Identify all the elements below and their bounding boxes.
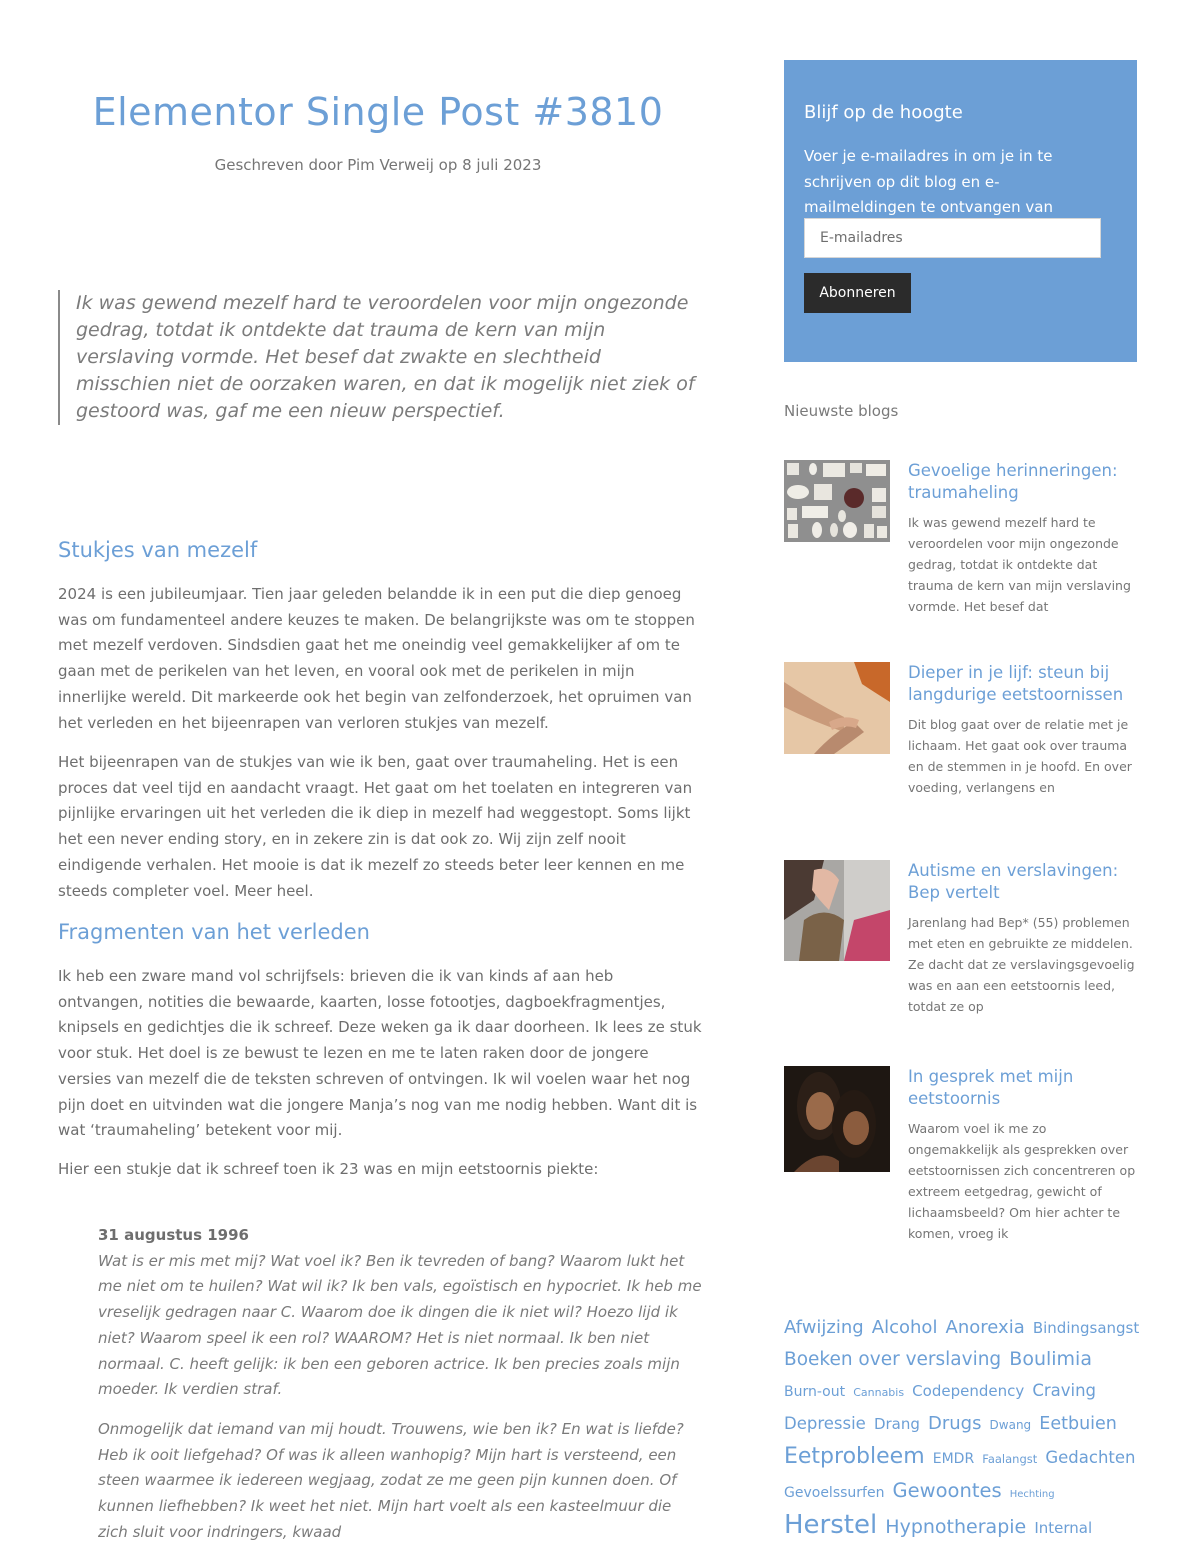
recent-post-excerpt: Dit blog gaat over de relatie met je lichaam. Het gaat ook over trauma en de stemmen in je hoofd. En over voeding, verlangens en xyxy=(908,717,1132,795)
tag-link[interactable]: Gedachten xyxy=(1045,1448,1136,1467)
tag-link[interactable]: Anorexia xyxy=(945,1317,1025,1338)
recent-post-excerpt: Waarom voel ik me zo ongemakkelijk als gesprekken over eetstoornissen zich concentreren op extreem eetgedrag, gewicht of lichaamsbeeld? Om hier achter te komen, vroeg ik xyxy=(908,1121,1136,1241)
tag-link[interactable]: Hechting xyxy=(1009,1489,1055,1500)
tag-link[interactable]: Gewoontes xyxy=(892,1479,1002,1502)
post-title: Elementor Single Post #3810 xyxy=(92,90,664,134)
tag-link[interactable]: Eetbuien xyxy=(1039,1414,1117,1434)
recent-post-thumbnail[interactable] xyxy=(784,460,890,542)
recent-post-thumbnail[interactable] xyxy=(784,1066,890,1172)
tag-link[interactable]: Alcohol xyxy=(871,1317,938,1338)
tag-link[interactable]: Codependency xyxy=(912,1382,1025,1400)
paragraph: Ik heb een zware mand vol schrijfsels: brieven die ik van kinds af aan heb ontvangen, notities die bewaarde, kaarten, losse fotootjes, dagboekfragmentjes, knipsels en gedichtjes die ik schreef. Deze weken ga ik daar doorheen. Ik lees ze stuk voor stuk. Het doel is ze bewust te lezen en me te laten raken door de jongere versies van mezelf die de teksten schreven of ontvingen. Ik wil voelen waar het nog pijn doet en uitvinden wat die jongere Manja’s nog van me nodig hebben. Want dit is wat ‘traumaheling’ betekent voor mij. xyxy=(58,967,702,1140)
paragraph: 2024 is een jubileumjaar. Tien jaar geleden belandde ik in een put die diep genoeg was om fundamenteel andere keuzes te maken. De belangrijkste was om te stoppen met mezelf verdoven. Sindsdien gaat het me oneindig veel gemakkelijker af om te gaan met de perikelen van het leven, en vooral ook met de perikelen in mijn innerlijke wereld. Dit markeerde ook het begin van zelfonderzoek, het opruimen van het verleden en het bijeenrapen van verloren stukjes van mezelf. xyxy=(58,585,695,732)
tag-link[interactable]: Bindingsangst xyxy=(1032,1319,1140,1337)
tag-link[interactable]: Dwang xyxy=(989,1418,1032,1432)
section-heading-fragments: Fragmenten van het verleden xyxy=(58,920,370,944)
recent-post-thumbnail[interactable] xyxy=(784,860,890,961)
tag-link[interactable]: Afwijzing xyxy=(784,1317,864,1338)
subscribe-title: Blijf op de hoogte xyxy=(804,102,963,123)
tag-link[interactable]: Burn-out xyxy=(784,1384,846,1400)
recent-post-title[interactable]: Dieper in je lijf: steun bij langdurige eetstoornissen xyxy=(908,663,1124,704)
subscribe-widget xyxy=(784,60,1137,362)
tag-link[interactable]: Boeken over verslaving xyxy=(784,1349,1002,1370)
email-field[interactable] xyxy=(804,218,1101,258)
recent-post-title[interactable]: Gevoelige herinneringen: traumaheling xyxy=(908,461,1118,502)
tag-link[interactable]: Craving xyxy=(1032,1381,1097,1400)
diary-paragraph: Onmogelijk dat iemand van mij houdt. Trouwens, wie ben ik? En wat is liefde? Heb ik ooit liefgehad? Of was ik alleen wanhopig? Mijn hart is versteend, een steen waarmee ik iedereen wegjaag, zodat ze me geen pijn kunnen doen. Of kunnen liefhebben? Ik weet het niet. Mijn hart voelt als een kasteelmuur die zich sluit voor indringers, kwaad xyxy=(98,1419,684,1541)
tag-link[interactable]: EMDR xyxy=(932,1451,975,1467)
tag-link[interactable]: Eetprobleem xyxy=(784,1444,925,1469)
tag-link[interactable]: Depressie xyxy=(784,1414,866,1433)
section-heading-pieces: Stukjes van mezelf xyxy=(58,538,258,562)
tag-link[interactable]: Drugs xyxy=(927,1413,982,1434)
diary-excerpt xyxy=(98,1223,703,1545)
recent-post-thumbnail[interactable] xyxy=(784,662,890,754)
tag-link[interactable]: Herstel xyxy=(784,1510,878,1540)
recent-post-title[interactable]: Autisme en verslavingen: Bep vertelt xyxy=(908,861,1119,902)
diary-paragraph: Wat is er mis met mij? Wat voel ik? Ben ik tevreden of bang? Waarom lukt het me niet om te huilen? Wat wil ik? Ik ben vals, egoïstisch en hypocriet. Ik heb me vreselijk gedragen naar C. Waarom doe ik dingen die ik niet wil? Hoezo lijd ik niet? Waarom speel ik een rol? WAAROM? Het is niet normaal. Ik ben niet normaal. C. heeft gelijk: ik ben een geboren actrice. Ik ben precies zoals mijn moeder. Ik verdien straf. xyxy=(98,1251,702,1399)
tag-link[interactable]: Cannabis xyxy=(853,1386,905,1399)
tag-link[interactable]: Drang xyxy=(873,1415,920,1433)
tag-link[interactable]: Internal xyxy=(1034,1519,1093,1537)
paragraph: Hier een stukje dat ik schreef toen ik 23 was en mijn eetstoornis piekte: xyxy=(58,1160,599,1178)
diary-date: 31 augustus 1996 xyxy=(98,1226,249,1244)
recent-posts-heading: Nieuwste blogs xyxy=(784,402,899,420)
paragraph: Het bijeenrapen van de stukjes van wie ik ben, gaat over traumaheling. Het is een proces dat veel tijd en aandacht vraagt. Het gaat om het toelaten en integreren van pijnlijke ervaringen uit het verleden die ik diep in mezelf had weggestopt. Soms lijkt het een never ending story, en in zekere zin is dat ook zo. Wij zijn zelf nooit eindigende verhalen. Het mooie is dat ik mezelf zo steeds beter leer kennen en me steeds completer voel. Meer heel. xyxy=(58,753,693,900)
subscribe-text: Voer je e-mailadres in om je in te schrijven op dit blog en e-mailmeldingen te ontvangen van xyxy=(804,147,1053,216)
tag-link[interactable]: Boulimia xyxy=(1009,1348,1092,1370)
subscribe-button[interactable]: Abonneren xyxy=(804,273,911,313)
recent-post-excerpt: Jarenlang had Bep* (55) problemen met eten en gebruikte ze middelen. Ze dacht dat ze verslavingsgevoelig was en aan een eetstoornis leed, totdat ze op xyxy=(908,915,1135,1014)
post-quote: Ik was gewend mezelf hard te veroordelen voor mijn ongezonde gedrag, totdat ik ontdekte dat trauma de kern van mijn verslaving vormde. Het besef dat zwakte en slechtheid misschien niet de oorzaken waren, en dat ik mogelijk niet ziek of gestoord was, gaf me een nieuw perspectief. xyxy=(58,290,696,425)
tag-link[interactable]: Faalangst xyxy=(982,1452,1038,1466)
tag-link[interactable]: Gevoelssurfen xyxy=(784,1485,885,1501)
post-meta: Geschreven door Pim Verweij op 8 juli 2023 xyxy=(214,156,542,174)
tag-cloud xyxy=(784,1312,1144,1544)
recent-post-excerpt: Ik was gewend mezelf hard te veroordelen voor mijn ongezonde gedrag, totdat ik ontdekte dat trauma de kern van mijn verslaving vormde. Het besef dat xyxy=(908,515,1131,614)
recent-post-title[interactable]: In gesprek met mijn eetstoornis xyxy=(908,1067,1074,1108)
tag-link[interactable]: Hypnotherapie xyxy=(885,1516,1027,1538)
